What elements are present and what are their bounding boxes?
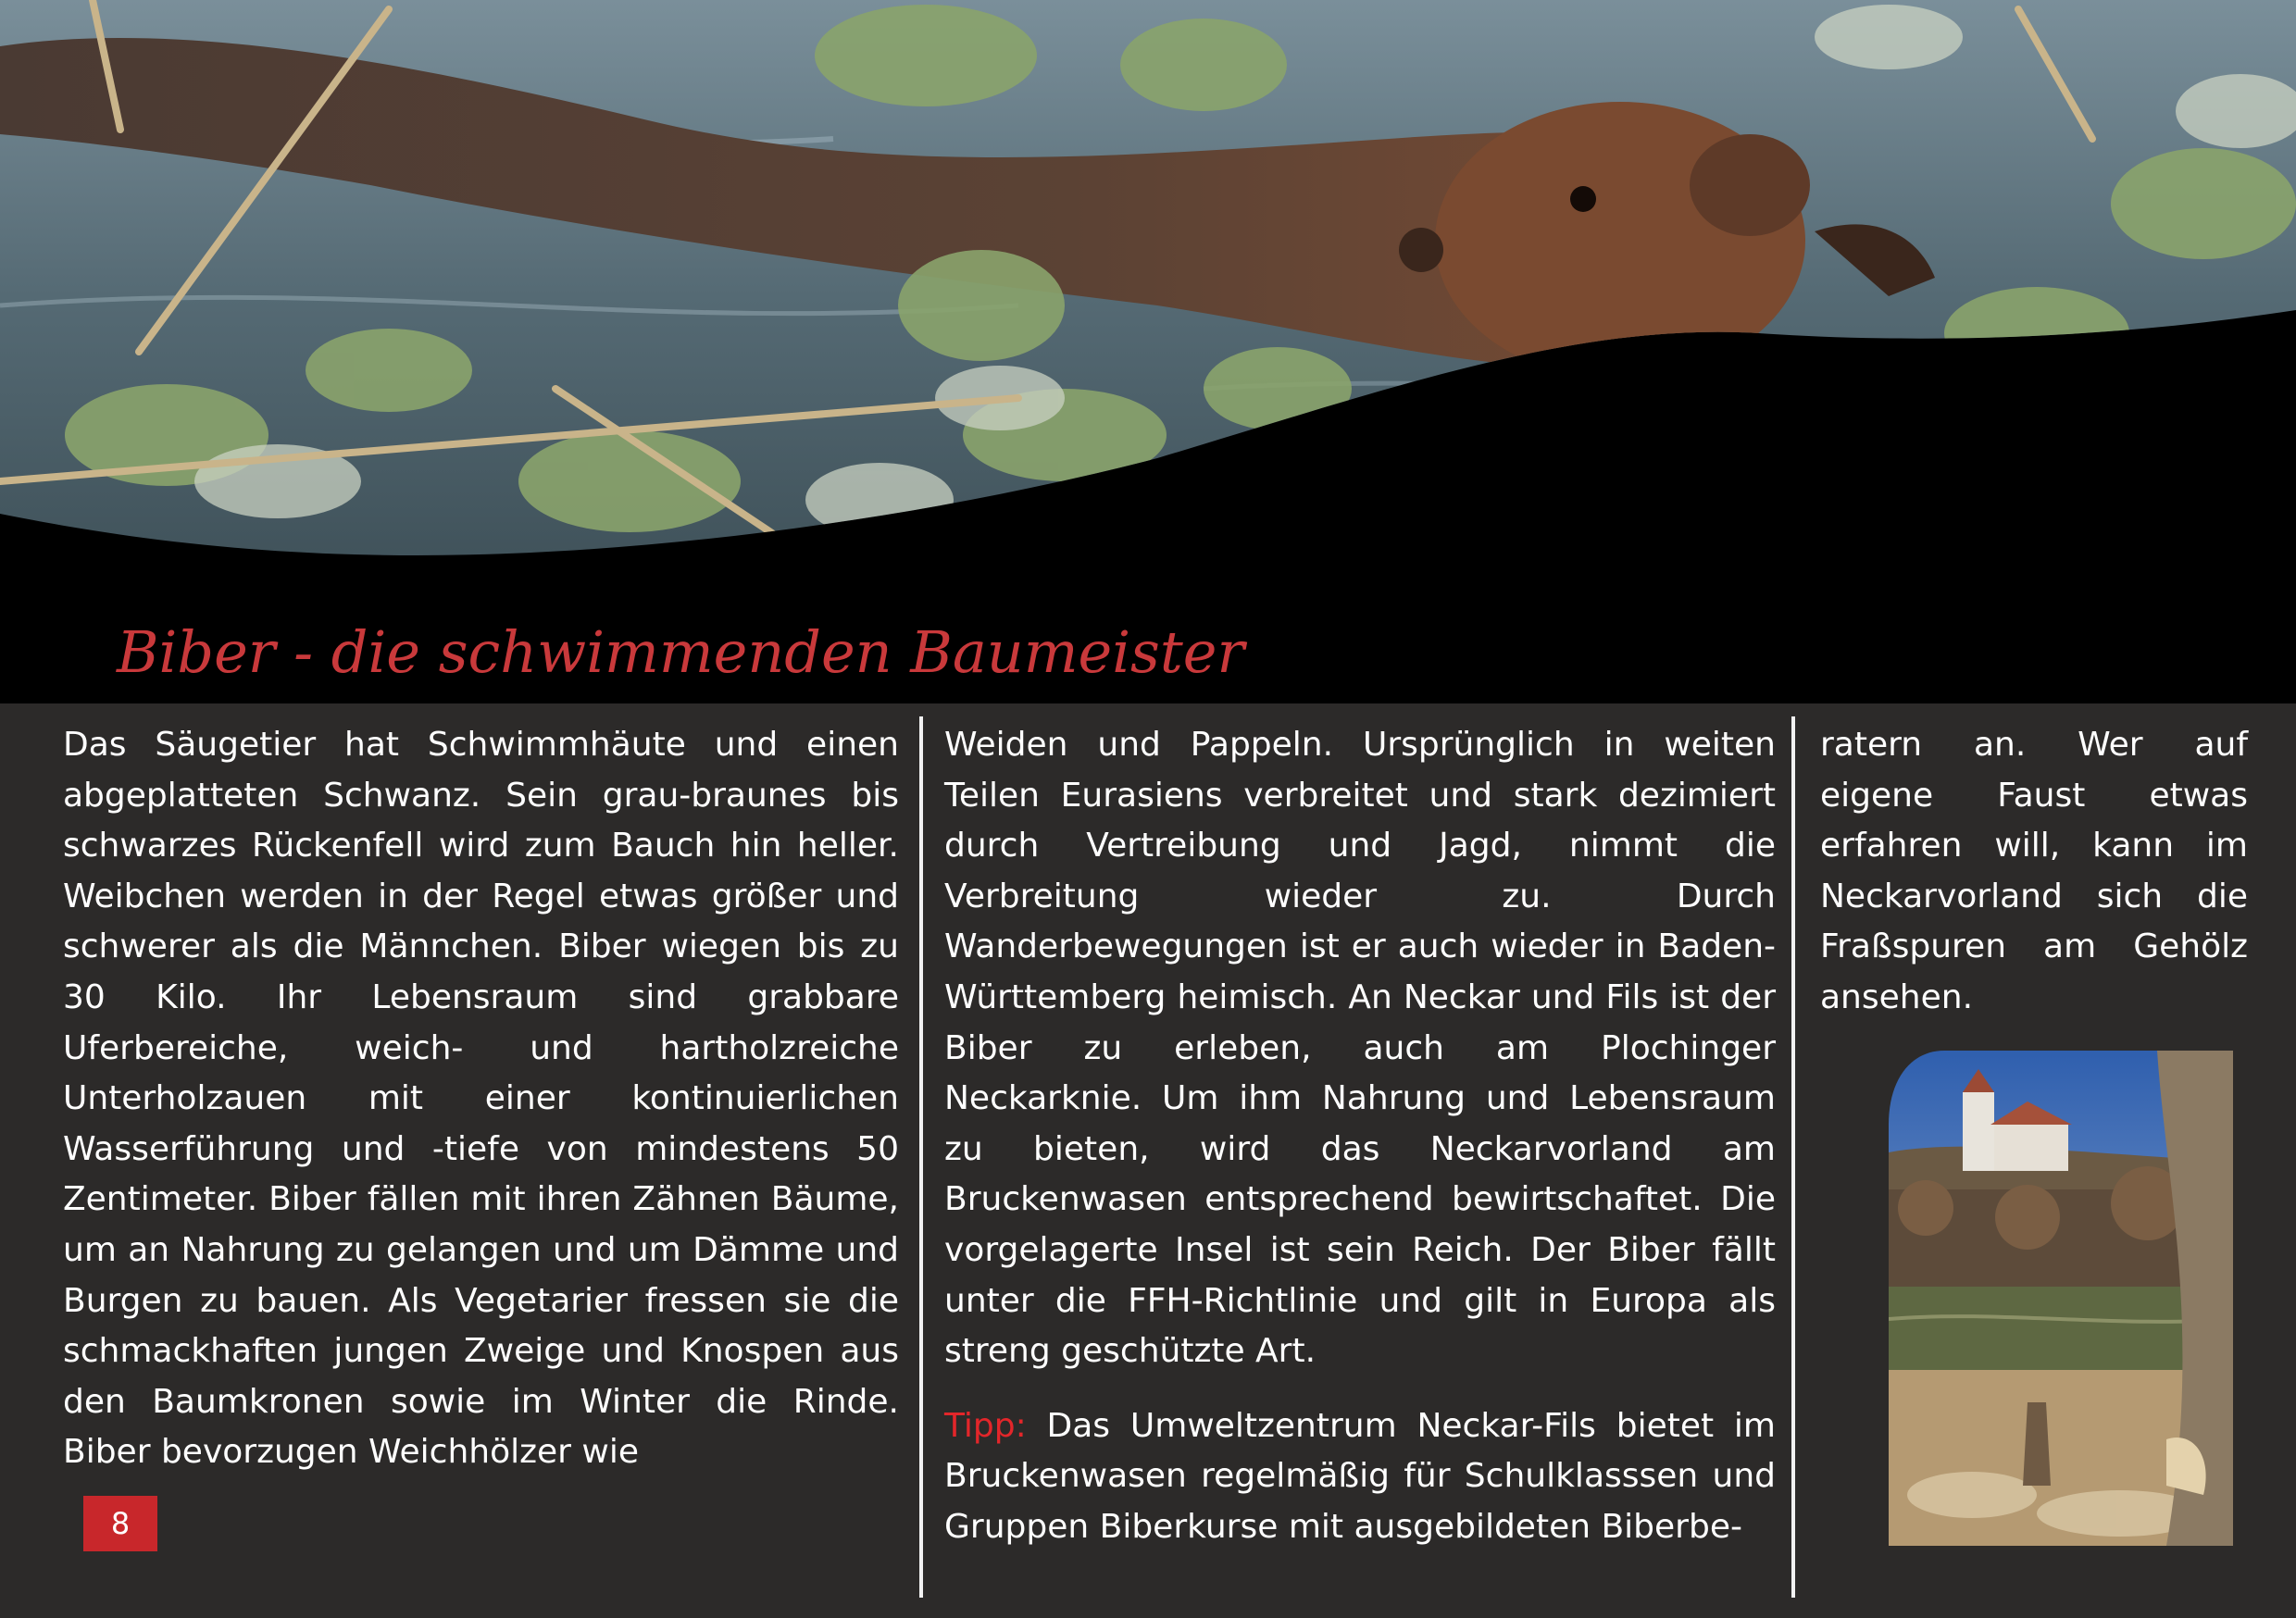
- tip-paragraph: [944, 1401, 1776, 1553]
- beaver-swimming-photo: [0, 0, 2296, 703]
- column-2-paragraph: Weiden und Pappeln. Ursprünglich in weiten Teilen Eurasiens verbreitet und stark dezimiert durch Vertreibung und Jagd, nimmt die Verbreitung wieder zu. Durch Wanderbewegungen ist er auch wieder in Baden-Württemberg heimisch. An Neckar und Fils ist der Biber zu erleben, auch am Plochinger Neckarknie. Um ihm Nahrung und Lebensraum zu bieten, wird das Neckarvorland am Bruckenwasen entsprechend bewirtschaftet. Die vorgelagerte Insel ist sein Reich. Der Biber fällt unter die FFH-Richtlinie und gilt in Europa als streng geschützte Art.: [944, 726, 1776, 1371]
- beaver-photo-image: [0, 0, 2296, 703]
- riverbank-photo-image: [1889, 1051, 2233, 1546]
- text-column-3: [1820, 720, 2248, 1024]
- text-column-2: [944, 720, 1776, 1553]
- column-3-paragraph: ratern an. Wer auf eigene Faust etwas erfahren will, kann im Neckarvorland sich die Fraßspuren am Gehölz ansehen.: [1820, 726, 2248, 1016]
- page-number-badge: 8: [83, 1496, 157, 1551]
- riverbank-church-photo: [1889, 1051, 2233, 1546]
- text-column-1: [63, 720, 899, 1478]
- column-divider: [1791, 716, 1795, 1598]
- tip-label: Tipp:: [944, 1406, 1027, 1445]
- column-divider: [919, 716, 923, 1598]
- page-title: Biber - die schwimmenden Baumeister: [117, 618, 1245, 686]
- tip-text: Das Umweltzentrum Neckar-Fils bietet im Bruckenwasen regelmäßig für Schulklasssen und Gruppen Biberkurse mit ausgebildeten Biberbe-: [944, 1406, 1776, 1546]
- column-1-paragraph: Das Säugetier hat Schwimmhäute und einen abgeplatteten Schwanz. Sein grau-braunes bis schwarzes Rückenfell wird zum Bauch hin heller. Weibchen werden in der Regel etwas größer und schwerer als die Männchen. Biber wiegen bis zu 30 Kilo. Ihr Lebensraum sind grabbare Uferbereiche, weich- und hartholzreiche Unterholzauen mit einer kontinuierlichen Wasserführung und -tiefe von mindestens 50 Zentimeter. Biber fällen mit ihren Zähnen Bäume, um an Nahrung zu gelangen und um Dämme und Burgen zu bauen. Als Vegetarier fressen sie die schmackhaften jungen Zweige und Knospen aus den Baumkronen sowie im Winter die Rinde. Biber bevorzugen Weichhölzer wie: [63, 726, 899, 1472]
